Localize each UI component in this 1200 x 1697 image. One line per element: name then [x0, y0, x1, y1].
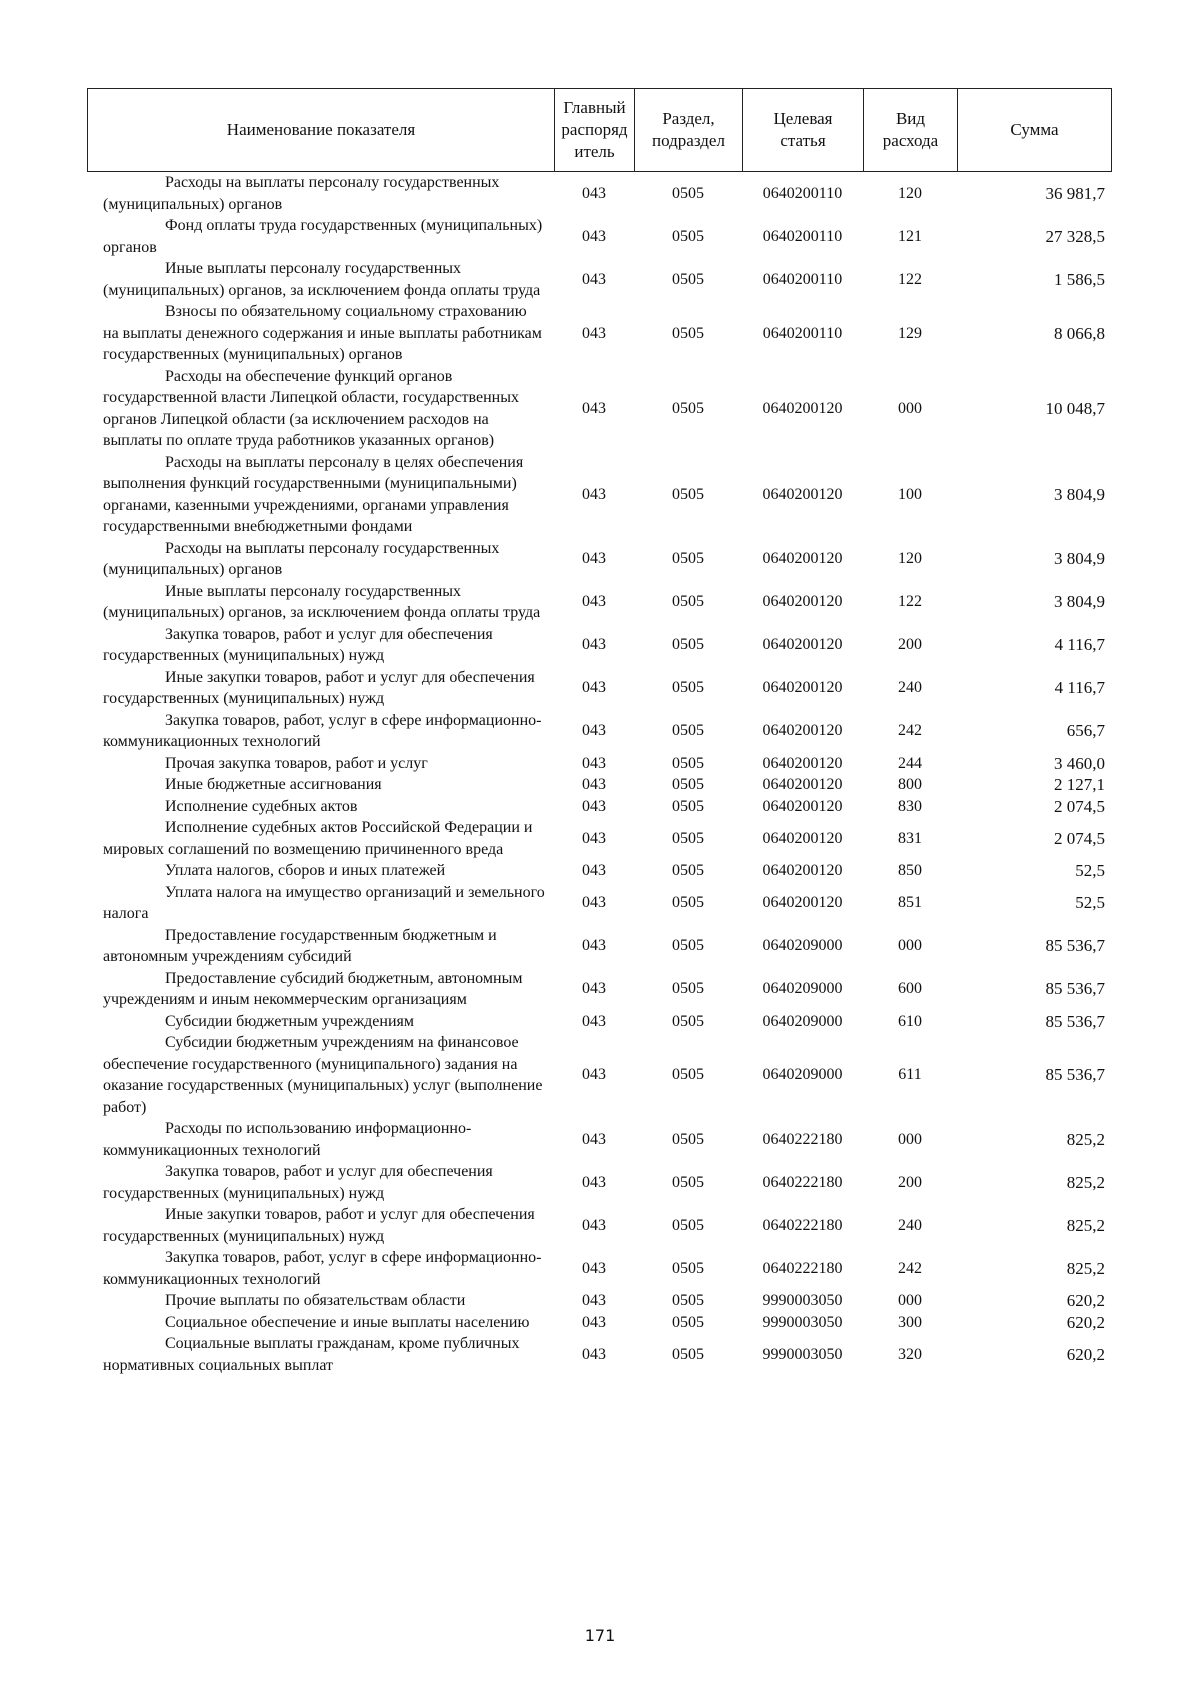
- table-row: [87, 581, 1111, 624]
- row-expense-type: 000: [898, 937, 922, 955]
- row-expense-type: 240: [898, 1216, 922, 1234]
- table-row: [87, 1011, 1111, 1033]
- row-expense-type: 240: [898, 679, 922, 697]
- row-section-code: 0505: [672, 722, 704, 740]
- row-target-article: 0640200120: [762, 399, 843, 417]
- row-expense-type: 200: [898, 1173, 922, 1191]
- row-expense-type: 244: [898, 754, 922, 772]
- row-expense-type: 831: [898, 829, 922, 847]
- row-target-article: 0640200120: [762, 754, 843, 772]
- row-target-article: 0640222180: [762, 1173, 843, 1191]
- table-row: [87, 710, 1111, 753]
- row-section-code: 0505: [672, 937, 704, 955]
- row-sum: 52,5: [1075, 861, 1105, 880]
- column-header-target-article: Целевая статья: [743, 89, 864, 172]
- table-row: [87, 172, 1111, 215]
- row-name: Закупка товаров, работ, услуг в сфере информационно-коммуникационных технологий: [103, 1249, 542, 1288]
- row-section-code: 0505: [672, 1173, 704, 1191]
- row-name: Закупка товаров, работ, услуг в сфере информационно-коммуникационных технологий: [103, 711, 542, 750]
- row-expense-type: 830: [898, 797, 922, 815]
- row-section-code: 0505: [672, 270, 704, 288]
- row-section-code: 0505: [672, 184, 704, 202]
- row-expense-type: 610: [898, 1012, 922, 1030]
- row-manager-code: 043: [582, 485, 606, 503]
- row-manager-code: 043: [582, 399, 606, 417]
- row-sum: 85 536,7: [1045, 979, 1105, 999]
- row-name: Расходы на выплаты персоналу государственных (муниципальных) органов: [103, 174, 500, 213]
- table-row: [87, 817, 1111, 860]
- row-expense-type: 000: [898, 1130, 922, 1148]
- row-name: Расходы по использованию информационно-коммуникационных технологий: [103, 1120, 472, 1159]
- row-expense-type: 000: [898, 1292, 922, 1309]
- table-row: [87, 774, 1111, 796]
- row-sum: 825,2: [1066, 1258, 1105, 1278]
- row-target-article: 0640200120: [762, 797, 843, 815]
- table-row: [87, 1290, 1111, 1312]
- row-target-article: 9990003050: [762, 1292, 843, 1309]
- table-header: [87, 88, 1112, 172]
- row-manager-code: 043: [582, 636, 606, 654]
- row-target-article: 0640200120: [762, 776, 843, 793]
- row-expense-type: 121: [898, 227, 922, 245]
- row-section-code: 0505: [672, 399, 704, 417]
- budget-table: [87, 172, 1111, 1376]
- row-manager-code: 043: [582, 894, 606, 912]
- row-name: Иные выплаты персоналу государственных (муниципальных) органов, за исключением фонда оплаты труда: [103, 582, 541, 621]
- row-name: Субсидии бюджетным учреждениям на финансовое обеспечение государственного (муниципального) задания на оказание государственных (муниципальных) услуг (выполнение работ): [103, 1034, 543, 1116]
- row-sum: 3 804,9: [1054, 592, 1105, 612]
- row-expense-type: 300: [898, 1313, 922, 1331]
- row-manager-code: 043: [582, 776, 606, 793]
- row-section-code: 0505: [672, 1345, 704, 1363]
- row-name: Расходы на выплаты персоналу в целях обеспечения выполнения функций государственными (муниципальными) органами, казенными учреждениями, органами управления государственными внебюджетными фондами: [103, 453, 524, 535]
- row-section-code: 0505: [672, 894, 704, 912]
- row-expense-type: 122: [898, 270, 922, 288]
- row-sum: 3 804,9: [1054, 484, 1105, 504]
- row-sum: 3 804,9: [1054, 549, 1105, 569]
- row-name: Взносы по обязательному социальному страхованию на выплаты денежного содержания и иные выплаты работникам государственных (муниципальных) органов: [103, 303, 542, 363]
- row-manager-code: 043: [582, 324, 606, 342]
- row-section-code: 0505: [672, 829, 704, 847]
- row-expense-type: 851: [898, 894, 922, 912]
- column-header-sum: Сумма: [958, 89, 1112, 172]
- row-target-article: 0640209000: [762, 1066, 843, 1084]
- row-name: Закупка товаров, работ и услуг для обеспечения государственных (муниципальных) нужд: [103, 1163, 493, 1202]
- row-section-code: 0505: [672, 776, 704, 793]
- row-section-code: 0505: [672, 862, 704, 879]
- row-manager-code: 043: [582, 679, 606, 697]
- row-target-article: 0640200120: [762, 722, 843, 740]
- row-section-code: 0505: [672, 636, 704, 654]
- row-sum: 2 074,5: [1054, 796, 1105, 816]
- row-manager-code: 043: [582, 1012, 606, 1030]
- table-row: [87, 624, 1111, 667]
- column-header-expense-type: Вид расхода: [864, 89, 958, 172]
- table-row: [87, 860, 1111, 882]
- row-name: Иные закупки товаров, работ и услуг для обеспечения государственных (муниципальных) нужд: [103, 1206, 535, 1245]
- row-section-code: 0505: [672, 754, 704, 772]
- table-row: [87, 925, 1111, 968]
- row-name: Исполнение судебных актов Российской Федерации и мировых соглашений по возмещению причиненного вреда: [103, 819, 533, 858]
- row-manager-code: 043: [582, 1313, 606, 1331]
- row-expense-type: 129: [898, 324, 922, 342]
- row-name: Закупка товаров, работ и услуг для обеспечения государственных (муниципальных) нужд: [103, 625, 493, 664]
- row-name: Предоставление государственным бюджетным и автономным учреждениям субсидий: [103, 926, 497, 965]
- row-section-code: 0505: [672, 1012, 704, 1030]
- row-target-article: 0640200120: [762, 894, 843, 912]
- table-row: [87, 1333, 1111, 1376]
- table-row: [87, 968, 1111, 1011]
- row-name: Иные выплаты персоналу государственных (муниципальных) органов, за исключением фонда оплаты труда: [103, 260, 541, 299]
- row-manager-code: 043: [582, 1259, 606, 1277]
- row-section-code: 0505: [672, 324, 704, 342]
- row-manager-code: 043: [582, 593, 606, 611]
- row-manager-code: 043: [582, 754, 606, 772]
- row-target-article: 0640200120: [762, 636, 843, 654]
- row-name: Предоставление субсидий бюджетным, автономным учреждениям и иным некоммерческим организациям: [103, 969, 523, 1008]
- row-manager-code: 043: [582, 1066, 606, 1084]
- row-manager-code: 043: [582, 184, 606, 202]
- row-manager-code: 043: [582, 937, 606, 955]
- row-section-code: 0505: [672, 1066, 704, 1084]
- table-row: [87, 258, 1111, 301]
- table-row: [87, 215, 1111, 258]
- page-number: 171: [584, 1626, 616, 1645]
- row-sum: 85 536,7: [1045, 1011, 1105, 1031]
- row-section-code: 0505: [672, 797, 704, 815]
- row-sum: 85 536,7: [1045, 1065, 1105, 1085]
- table-row: [87, 301, 1111, 366]
- column-header-name: Наименование показателя: [88, 89, 555, 172]
- row-target-article: 0640200110: [762, 270, 843, 288]
- row-expense-type: 611: [898, 1066, 922, 1084]
- row-manager-code: 043: [582, 829, 606, 847]
- row-sum: 825,2: [1066, 1129, 1105, 1149]
- row-sum: 27 328,5: [1045, 226, 1105, 246]
- row-manager-code: 043: [582, 1216, 606, 1234]
- row-name: Расходы на выплаты персоналу государственных (муниципальных) органов: [103, 539, 500, 578]
- row-manager-code: 043: [582, 550, 606, 568]
- row-target-article: 0640200110: [762, 184, 843, 202]
- row-expense-type: 120: [898, 550, 922, 568]
- row-target-article: 0640200110: [762, 227, 843, 245]
- row-manager-code: 043: [582, 1173, 606, 1191]
- row-sum: 656,7: [1066, 721, 1105, 741]
- row-target-article: 0640209000: [762, 980, 843, 998]
- row-target-article: 0640200120: [762, 485, 843, 503]
- row-manager-code: 043: [582, 722, 606, 740]
- table-row: [87, 452, 1111, 538]
- row-sum: 1 586,5: [1054, 269, 1105, 289]
- row-target-article: 0640222180: [762, 1259, 843, 1277]
- row-manager-code: 043: [582, 797, 606, 815]
- row-section-code: 0505: [672, 1292, 704, 1309]
- row-sum: 2 127,1: [1054, 775, 1105, 794]
- row-section-code: 0505: [672, 1130, 704, 1148]
- row-manager-code: 043: [582, 980, 606, 998]
- row-target-article: 0640222180: [762, 1216, 843, 1234]
- row-sum: 8 066,8: [1054, 323, 1105, 343]
- row-expense-type: 242: [898, 1259, 922, 1277]
- row-expense-type: 850: [898, 862, 922, 879]
- row-target-article: 0640200120: [762, 679, 843, 697]
- row-sum: 620,2: [1066, 1291, 1105, 1310]
- row-sum: 2 074,5: [1054, 828, 1105, 848]
- table-row: [87, 1312, 1111, 1334]
- table-row: [87, 1204, 1111, 1247]
- table-body: [87, 172, 1111, 1376]
- row-expense-type: 120: [898, 184, 922, 202]
- row-section-code: 0505: [672, 679, 704, 697]
- row-expense-type: 000: [898, 399, 922, 417]
- row-name: Исполнение судебных актов: [165, 797, 358, 815]
- row-name: Прочая закупка товаров, работ и услуг: [165, 754, 428, 772]
- row-target-article: 0640200120: [762, 550, 843, 568]
- table-row: [87, 753, 1111, 775]
- row-sum: 10 048,7: [1045, 398, 1105, 418]
- row-expense-type: 200: [898, 636, 922, 654]
- row-section-code: 0505: [672, 1216, 704, 1234]
- row-name: Прочие выплаты по обязательствам области: [165, 1292, 466, 1309]
- row-manager-code: 043: [582, 1130, 606, 1148]
- row-sum: 825,2: [1066, 1172, 1105, 1192]
- row-name: Иные закупки товаров, работ и услуг для обеспечения государственных (муниципальных) нужд: [103, 668, 535, 707]
- row-manager-code: 043: [582, 862, 606, 879]
- column-header-manager: Главный распоряд итель: [555, 89, 635, 172]
- row-sum: 3 460,0: [1054, 753, 1105, 773]
- row-sum: 825,2: [1066, 1215, 1105, 1235]
- table-row: [87, 1032, 1111, 1118]
- table-row: [87, 366, 1111, 452]
- row-sum: 36 981,7: [1045, 183, 1105, 203]
- row-target-article: 0640200120: [762, 829, 843, 847]
- table-row: [87, 882, 1111, 925]
- row-sum: 52,5: [1075, 893, 1105, 913]
- table-row: [87, 667, 1111, 710]
- row-name: Фонд оплаты труда государственных (муниципальных) органов: [103, 217, 543, 256]
- row-expense-type: 600: [898, 980, 922, 998]
- row-name: Уплата налогов, сборов и иных платежей: [165, 862, 446, 879]
- row-expense-type: 800: [898, 776, 922, 793]
- row-manager-code: 043: [582, 270, 606, 288]
- row-target-article: 0640200120: [762, 593, 843, 611]
- row-manager-code: 043: [582, 1345, 606, 1363]
- row-sum: 620,2: [1066, 1344, 1105, 1364]
- row-target-article: 0640222180: [762, 1130, 843, 1148]
- table-row: [87, 538, 1111, 581]
- row-name: Расходы на обеспечение функций органов государственной власти Липецкой области, государственных органов Липецкой области (за исключением расходов на выплаты по оплате труда работников указанных органов): [103, 367, 519, 449]
- row-expense-type: 122: [898, 593, 922, 611]
- row-name: Субсидии бюджетным учреждениям: [165, 1012, 414, 1030]
- row-sum: 4 116,7: [1054, 635, 1105, 655]
- row-target-article: 0640209000: [762, 1012, 843, 1030]
- row-section-code: 0505: [672, 227, 704, 245]
- row-section-code: 0505: [672, 1313, 704, 1331]
- row-name: Социальные выплаты гражданам, кроме публичных нормативных социальных выплат: [103, 1335, 520, 1374]
- row-manager-code: 043: [582, 227, 606, 245]
- row-manager-code: 043: [582, 1292, 606, 1309]
- row-target-article: 9990003050: [762, 1313, 843, 1331]
- table-row: [87, 796, 1111, 818]
- row-section-code: 0505: [672, 980, 704, 998]
- row-target-article: 0640200120: [762, 862, 843, 879]
- row-sum: 4 116,7: [1054, 678, 1105, 698]
- row-section-code: 0505: [672, 550, 704, 568]
- row-target-article: 9990003050: [762, 1345, 843, 1363]
- row-name: Социальное обеспечение и иные выплаты населению: [165, 1313, 530, 1331]
- row-target-article: 0640209000: [762, 937, 843, 955]
- row-expense-type: 100: [898, 485, 922, 503]
- row-section-code: 0505: [672, 485, 704, 503]
- row-section-code: 0505: [672, 1259, 704, 1277]
- row-expense-type: 320: [898, 1345, 922, 1363]
- row-name: Иные бюджетные ассигнования: [165, 776, 382, 793]
- table-row: [87, 1247, 1111, 1290]
- row-sum: 85 536,7: [1045, 936, 1105, 956]
- row-name: Уплата налога на имущество организаций и земельного налога: [103, 883, 545, 922]
- column-header-section: Раздел, подраздел: [635, 89, 743, 172]
- table-row: [87, 1161, 1111, 1204]
- row-section-code: 0505: [672, 593, 704, 611]
- row-expense-type: 242: [898, 722, 922, 740]
- row-target-article: 0640200110: [762, 324, 843, 342]
- table-row: [87, 1118, 1111, 1161]
- row-sum: 620,2: [1066, 1312, 1105, 1332]
